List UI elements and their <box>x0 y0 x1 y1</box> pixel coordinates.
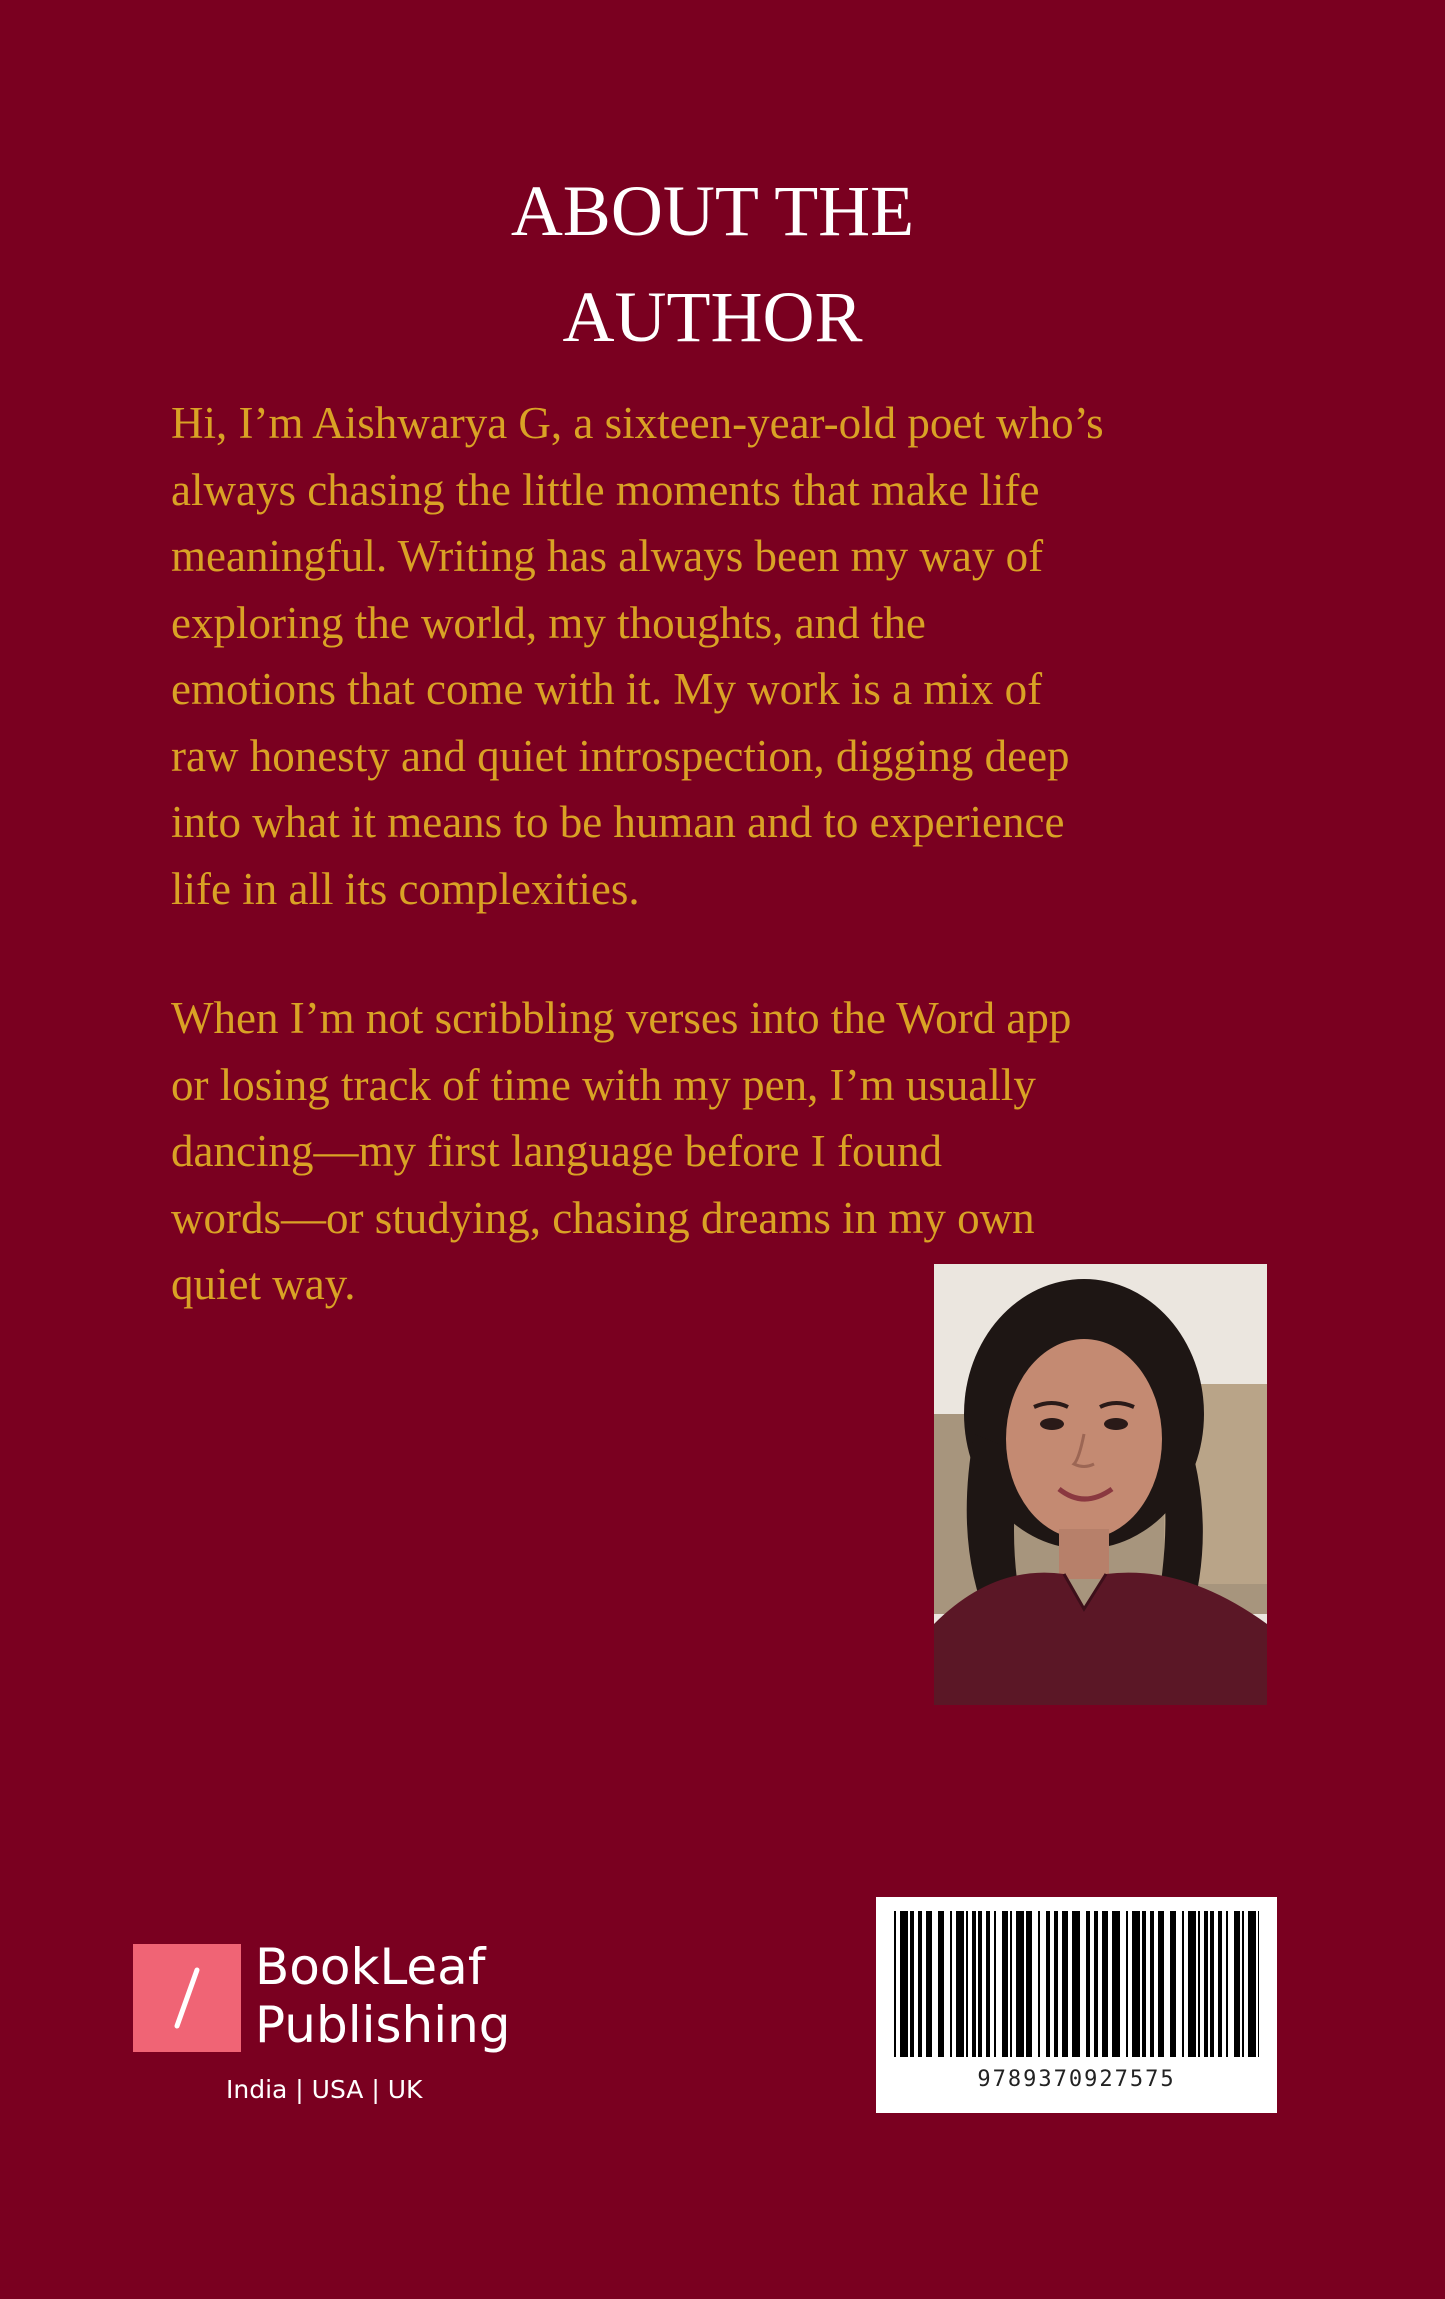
barcode-bar <box>1046 1911 1050 2057</box>
title-line-1: ABOUT THE <box>510 171 915 251</box>
isbn-barcode <box>876 1897 1277 2113</box>
barcode-bar <box>1158 1911 1164 2057</box>
bio-line: When I’m not scribbling verses into the Word app <box>171 993 1072 1043</box>
barcode-bar <box>938 1911 944 2057</box>
barcode-bar <box>1198 1911 1200 2057</box>
bio-line: raw honesty and quiet introspection, digging deep <box>171 730 1070 781</box>
bio-line: meaningful. Writing has always been my way of <box>171 531 1044 581</box>
barcode-bar <box>918 1911 922 2057</box>
barcode-bar <box>978 1911 982 2057</box>
barcode-bar <box>966 1911 968 2057</box>
barcode-bar <box>1086 1911 1090 2057</box>
publisher-countries: India | USA | UK <box>226 2075 423 2104</box>
barcode-bar <box>1226 1911 1228 2057</box>
barcode-bar <box>1132 1911 1140 2057</box>
publisher-name-line-1: BookLeaf <box>255 1938 486 1996</box>
barcode-bar <box>1248 1911 1256 2057</box>
title-line-2: AUTHOR <box>562 277 863 357</box>
bio-line: quiet way. <box>171 1259 356 1309</box>
barcode-bar <box>1072 1911 1080 2057</box>
bio-line: words—or studying, chasing dreams in my own <box>171 1192 1035 1243</box>
barcode-bar <box>1182 1911 1184 2057</box>
barcode-bar <box>1150 1911 1154 2057</box>
barcode-bar <box>1112 1911 1120 2057</box>
barcode-bar <box>1218 1911 1222 2057</box>
barcode-bar <box>910 1911 914 2057</box>
barcode-bar <box>1062 1911 1068 2057</box>
slash-icon <box>133 1944 241 2052</box>
barcode-bar <box>956 1911 964 2057</box>
barcode-bar <box>986 1911 990 2057</box>
isbn-number: 9789370927575 <box>977 2067 1176 2092</box>
bio-line: always chasing the little moments that make life <box>171 464 1040 515</box>
barcode-bar <box>1126 1911 1128 2057</box>
barcode-bar <box>1038 1911 1040 2057</box>
bio-line: exploring the world, my thoughts, and the <box>171 597 926 648</box>
barcode-bar <box>1026 1911 1032 2057</box>
author-photo <box>934 1264 1267 1705</box>
author-bio-paragraph-1 <box>171 390 1251 922</box>
barcode-bar <box>1210 1911 1214 2057</box>
barcode-bar <box>994 1911 996 2057</box>
barcode-bar <box>972 1911 976 2057</box>
bio-line: or losing track of time with my pen, I’m usually <box>171 1059 1036 1110</box>
barcode-bar <box>900 1911 908 2057</box>
barcode-bar <box>1002 1911 1008 2057</box>
bio-line: into what it means to be human and to experience <box>171 797 1065 847</box>
barcode-bar <box>926 1911 932 2057</box>
publisher-name <box>255 1938 511 2054</box>
author-portrait-illustration <box>934 1264 1267 1705</box>
barcode-bar <box>1054 1911 1058 2057</box>
publisher-name-line-2: Publishing <box>255 1996 511 2054</box>
barcode-bar <box>1142 1911 1146 2057</box>
barcode-bar <box>1170 1911 1176 2057</box>
barcode-bar <box>1188 1911 1196 2057</box>
bio-line: dancing—my first language before I found <box>171 1126 942 1176</box>
bio-line: Hi, I’m Aishwarya G, a sixteen-year-old poet who’s <box>171 398 1104 448</box>
barcode-bar <box>1242 1911 1244 2057</box>
barcode-bar <box>1258 1911 1259 2057</box>
barcode-bar <box>1102 1911 1108 2057</box>
barcode-bar <box>950 1911 952 2057</box>
barcode-bar <box>1010 1911 1012 2057</box>
page-title <box>0 158 1425 370</box>
publisher-logo <box>133 1938 533 2104</box>
barcode-bar <box>894 1911 896 2057</box>
bio-line: emotions that come with it. My work is a mix of <box>171 664 1043 714</box>
barcode-bar <box>1016 1911 1024 2057</box>
barcode-bar <box>1234 1911 1240 2057</box>
barcode-bar <box>1094 1911 1098 2057</box>
barcode-bar <box>1204 1911 1208 2057</box>
bio-line: life in all its complexities. <box>171 863 640 914</box>
